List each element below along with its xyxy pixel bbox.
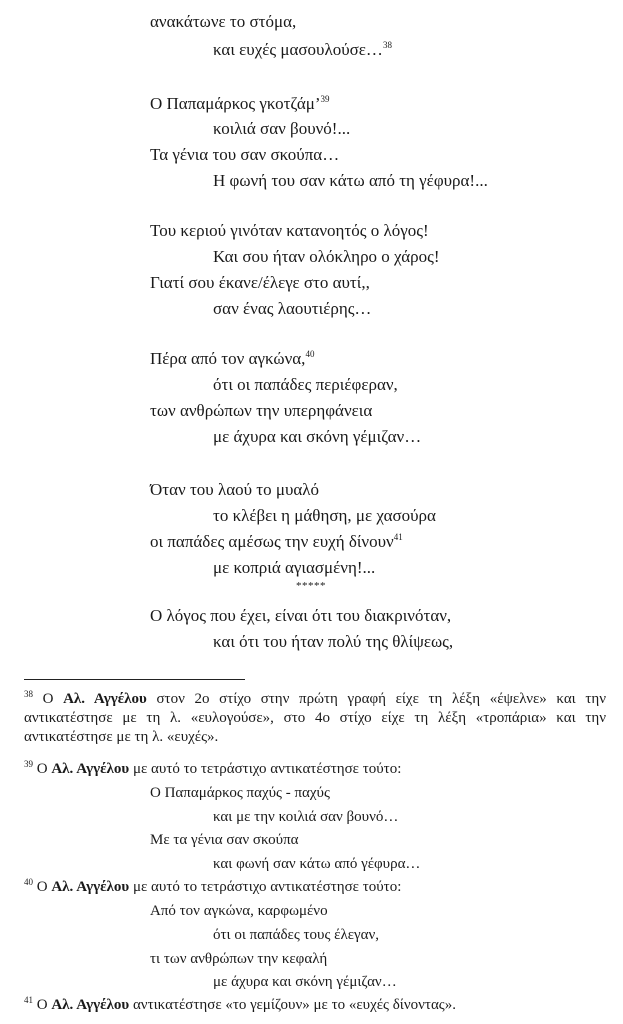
poem-line: Πέρα από τον αγκώνα,$^{40}$ [150, 349, 315, 368]
poem-line: και ευχές μασουλούσε…$^{38}$ [213, 40, 392, 59]
quoted-line: με άχυρα και σκόνη γέμιζαν… [213, 974, 397, 990]
quoted-line: Ο Παπαμάρκος παχύς - παχύς [150, 785, 330, 801]
quoted-line: και φωνή σαν κάτω από γέφυρα… [213, 856, 421, 872]
section-separator: ***** [296, 580, 326, 592]
poem-line: Η φωνή του σαν κάτω από τη γέφυρα!... [213, 171, 488, 190]
poem-line: ότι οι παπάδες περιέφεραν, [213, 375, 398, 394]
footnote-40: $^{40}$ Ο Αλ. Αγγέλου με αυτό το τετράστιχο αντικατέστησε τούτο: [24, 877, 402, 895]
poem-line: Γιατί σου έκανε/έλεγε στο αυτί,, [150, 273, 370, 292]
poem-line: των ανθρώπων την υπερηφάνεια [150, 401, 373, 420]
footnote-ref[interactable]: 41 [393, 532, 403, 542]
poem-line: Ο Παπαμάρκος γκοτζάμ’$^{39}$ [150, 94, 330, 113]
author-name: Αλ. Αγγέλου [51, 761, 130, 777]
footnote-ref[interactable]: 38 [382, 40, 392, 50]
footnote-39: $^{39}$ Ο Αλ. Αγγέλου με αυτό το τετράστιχο αντικατέστησε τούτο: [24, 759, 402, 777]
poem-line: το κλέβει η μάθηση, με χασούρα [213, 506, 436, 525]
poem-line: Ο λόγος που έχει, είναι ότι του διακρινόταν, [150, 606, 452, 625]
author-name: Αλ. Αγγέλου [63, 691, 147, 707]
quoted-line: και με την κοιλιά σαν βουνό… [213, 809, 399, 825]
poem-line: σαν ένας λαουτιέρης… [213, 299, 372, 318]
footnote-ref[interactable]: 40 [305, 349, 315, 359]
poem-line: κοιλιά σαν βουνό!... [213, 119, 351, 138]
poem-line: Τα γένια του σαν σκούπα… [150, 145, 340, 164]
author-name: Αλ. Αγγέλου [51, 997, 130, 1013]
poem-line: ανακάτωνε το στόμα, [150, 12, 297, 31]
poem-line: και ότι του ήταν πολύ της θλίψεως, [213, 632, 454, 651]
poem-line: με κοπριά αγιασμένη!... [213, 558, 376, 577]
quoted-line: Από τον αγκώνα, καρφωμένο [150, 903, 328, 919]
poem-line: οι παπάδες αμέσως την ευχή δίνουν$^{41}$ [150, 532, 403, 551]
poem-line: Του κεριού γινόταν κατανοητός ο λόγος! [150, 221, 429, 240]
author-name: Αλ. Αγγέλου [51, 879, 130, 895]
quoted-line: Με τα γένια σαν σκούπα [150, 832, 299, 848]
poem-line: Και σου ήταν ολόκληρο ο χάρος! [213, 247, 440, 266]
footnote-41: $^{41}$ Ο Αλ. Αγγέλου αντικατέστησε «το γεμίζουν» με το «ευχές δίνοντας». [24, 995, 456, 1013]
footnote-ref[interactable]: 39 [320, 94, 330, 104]
quoted-line: τι των ανθρώπων την κεφαλή [150, 951, 328, 967]
footnote-38: $^{38}$ Ο Αλ. Αγγέλου στον 2ο στίχο στην πρώτη γραφή είχε τη λέξη «έψελνε» και την αντικατέστησε με τη λ. «ευλογούσε», στο 4ο στίχο είχε τη λέξη «τροπάρια» και την αντικατέστησε με τη λ. «ευχές». [24, 689, 606, 745]
poem-line: Όταν του λαού το μυαλό [150, 480, 320, 499]
footnote-rule [24, 679, 245, 680]
quoted-line: ότι οι παπάδες τους έλεγαν, [213, 927, 380, 943]
poem-line: με άχυρα και σκόνη γέμιζαν… [213, 427, 422, 446]
